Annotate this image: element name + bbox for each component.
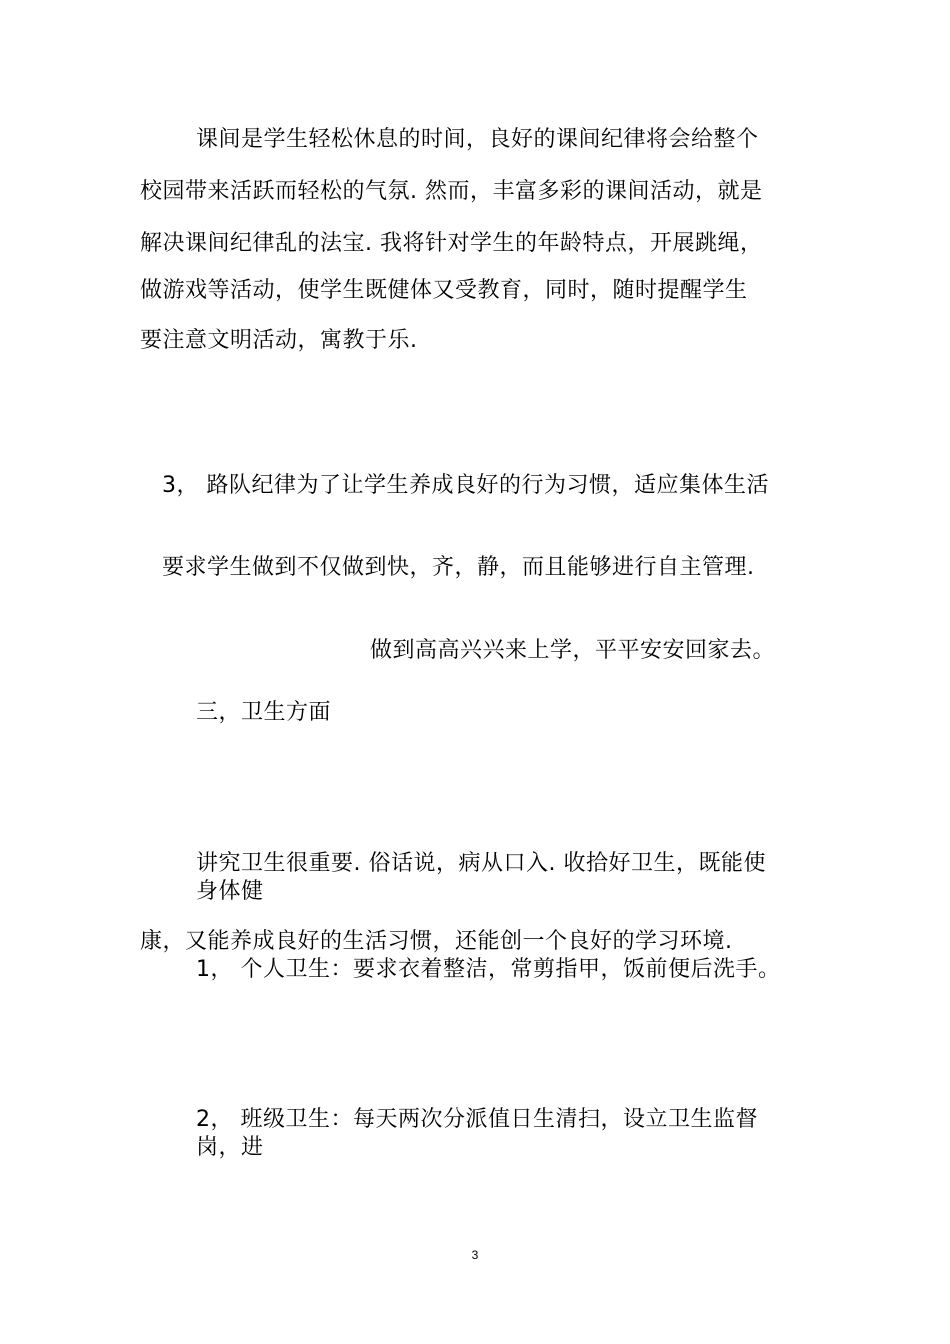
- item3-line1: 3， 路队纪律为了让学生养成良好的行为习惯，适应集体生活: [162, 473, 769, 498]
- item3-line3: 做到高高兴兴来上学，平平安安回家去。: [370, 638, 776, 663]
- paragraph-line: 要注意文明活动，寓教于乐.: [140, 328, 418, 353]
- page-number: 3: [471, 1248, 479, 1262]
- paragraph-line: 讲究卫生很重要. 俗话说，病从口入. 收拾好卫生，既能使: [196, 851, 766, 876]
- paragraph-line: 康，又能养成良好的生活习惯，还能创一个良好的学习环境.: [140, 929, 733, 954]
- paragraph-line: 解决课间纪律乱的法宝. 我将针对学生的年龄特点，开展跳绳，: [140, 231, 763, 256]
- item3-line2: 要求学生做到不仅做到快，齐，静，而且能够进行自主管理.: [162, 555, 755, 580]
- item1-line: 1， 个人卫生：要求衣着整洁，常剪指甲，饭前便后洗手。: [196, 957, 781, 982]
- section-heading: 三，卫生方面: [196, 700, 332, 725]
- paragraph-line: 课间是学生轻松休息的时间，良好的课间纪律将会给整个: [196, 127, 759, 152]
- paragraph-line: 做游戏等活动，使学生既健体又受教育，同时，随时提醒学生: [140, 278, 748, 303]
- item2-line: 岗，进: [196, 1135, 264, 1160]
- paragraph-line: 身体健: [196, 879, 264, 904]
- item2-line: 2， 班级卫生：每天两次分派值日生清扫，设立卫生监督: [196, 1107, 758, 1132]
- paragraph-line: 校园带来活跃而轻松的气氛. 然而，丰富多彩的课间活动，就是: [140, 179, 763, 204]
